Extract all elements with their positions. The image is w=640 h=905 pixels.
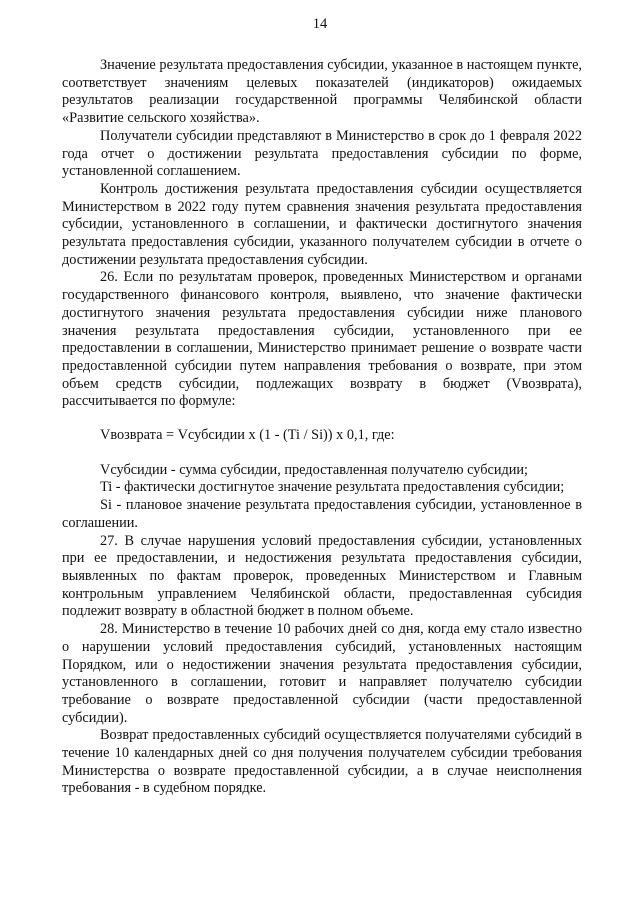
paragraph-control: Контроль достижения результата предоставления субсидии осуществляется Министерством в 2022 году путем сравнения значения результата предоставления субсидии, установленного в соглашении, и фактически достигнутого значения результата предоставления субсидии, указанного получателем субсидии в отчете о достижении результата предоставления субсидии. <box>62 180 582 268</box>
paragraph-28: 28. Министерство в течение 10 рабочих дней со дня, когда ему стало известно о нарушении условий предоставления субсидий, установленных настоящим Порядком, или о недостижении значения результата предоставления субсидии, установленного в соглашении, готовит и направляет получателю субсидии требование о возврате предоставленной субсидии (части предоставленной субсидии). <box>62 621 582 726</box>
definition-ti: Ti - фактически достигнутое значение результата предоставления субсидии; <box>100 479 565 496</box>
definition-v-subsidy: Vсубсидии - сумма субсидии, предоставленная получателю субсидии; <box>100 461 529 478</box>
document-body <box>62 57 582 798</box>
refund-formula: Vвозврата = Vсубсидии x (1 - (Ti / Si)) x 0,1, где: <box>100 427 395 444</box>
definition-si: Si - плановое значение результата предоставления субсидии, установленное в соглашении. <box>62 497 582 531</box>
paragraph-report-deadline: Получатели субсидии представляют в Министерство в срок до 1 февраля 2022 года отчет о достижении результата предоставления субсидии по форме, установленной соглашением. <box>62 127 582 180</box>
paragraph-26: 26. Если по результатам проверок, проведенных Министерством и органами государственного финансового контроля, выявлено, что значение фактически достигнутого значения результата предоставления субсидии ниже планового значения результата предоставления субсидии, установленного при ее предоставлении в соглашении, Министерство принимает решение о возврате части предоставленной субсидии путем направления требования о возврате, при этом объем средств субсидии, подлежащих возврату в бюджет (Vвозврата), рассчитывается по формуле: <box>62 269 582 410</box>
paragraph-27: 27. В случае нарушения условий предоставления субсидии, установленных при ее предоставлении, и недостижения результата предоставления субсидии, выявленных по фактам проверок, проведенных Министерством и Главным контрольным управлением Челябинской области, предоставленная субсидия подлежит возврату в областной бюджет в полном объеме. <box>62 532 582 620</box>
paragraph-refund-procedure: Возврат предоставленных субсидий осуществляется получателями субсидий в течение 10 календарных дней со дня получения получателем субсидии требования Министерства о возврате предоставленной субсидии, а в случае неисполнения требования - в судебном порядке. <box>62 727 582 797</box>
paragraph-result-value: Значение результата предоставления субсидии, указанное в настоящем пункте, соответствует значениям целевых показателей (индикаторов) ожидаемых результатов реализации государственной программы Челябинской области «Развитие сельского хозяйства». <box>62 57 582 127</box>
page-number: 14 <box>312 16 328 32</box>
